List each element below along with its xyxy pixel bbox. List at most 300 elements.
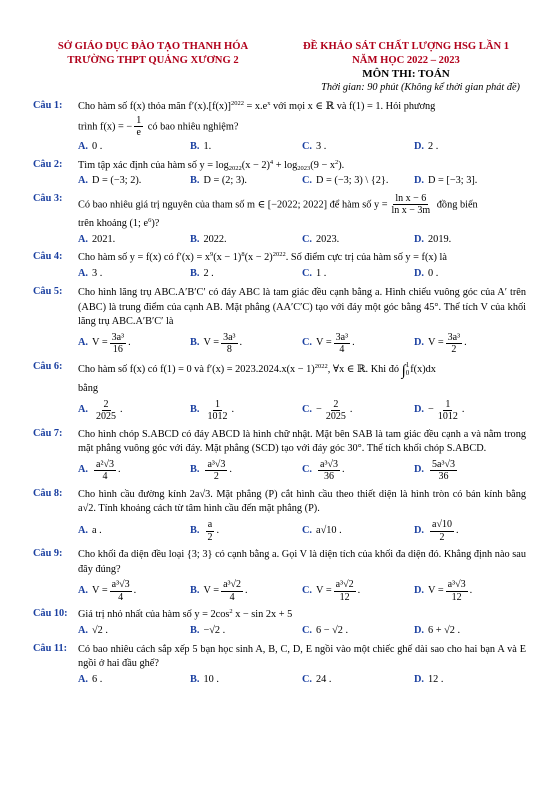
numerator: a bbox=[207, 519, 213, 531]
fraction bbox=[205, 459, 227, 483]
option-suffix: . bbox=[464, 337, 467, 349]
text-part: x − sin 2x + 5 bbox=[232, 609, 293, 621]
option-a[interactable] bbox=[78, 519, 190, 543]
option-prefix: a . bbox=[92, 524, 102, 536]
option-c[interactable] bbox=[302, 141, 414, 154]
numerator: 3a³ bbox=[111, 331, 125, 343]
subscript: 2023 bbox=[297, 164, 311, 172]
option-value: D = (−3; 3) \ {2}. bbox=[316, 175, 389, 187]
option-value: 2021. bbox=[92, 233, 116, 245]
option-letter: C. bbox=[302, 337, 313, 349]
option-b[interactable] bbox=[190, 175, 302, 188]
integral-sign: ∫ bbox=[401, 362, 406, 379]
text-part: , ∀x ∈ ℝ. Khi đó bbox=[327, 363, 400, 375]
question-2 bbox=[33, 159, 526, 188]
question-body bbox=[78, 643, 526, 687]
question-7 bbox=[33, 428, 526, 483]
option-c[interactable] bbox=[302, 399, 414, 423]
option-c[interactable] bbox=[302, 268, 414, 281]
text-part: (x − 2) bbox=[241, 159, 270, 171]
question-body bbox=[78, 428, 526, 483]
fraction bbox=[110, 579, 132, 603]
option-prefix: − bbox=[316, 404, 322, 416]
numerator: ln x − 6 bbox=[395, 192, 427, 204]
question-text bbox=[78, 608, 526, 623]
option-suffix: . bbox=[229, 464, 232, 476]
option-suffix: . bbox=[469, 584, 473, 596]
option-value: 6 − √2 . bbox=[316, 624, 349, 636]
option-letter: C. bbox=[302, 673, 313, 685]
option-a[interactable] bbox=[78, 268, 190, 281]
time-limit: Thời gian: 90 phút (Không kể thời gian phát đề) bbox=[321, 82, 520, 94]
question-label: Câu 5: bbox=[33, 285, 63, 297]
option-letter: C. bbox=[302, 624, 313, 636]
fraction bbox=[446, 332, 462, 356]
option-prefix: V = bbox=[203, 584, 220, 596]
option-a[interactable] bbox=[78, 234, 190, 247]
denominator: ln x − 3m bbox=[391, 205, 431, 217]
numerator: 2 bbox=[333, 398, 339, 410]
numerator: a³√3 bbox=[320, 458, 338, 470]
option-letter: C. bbox=[302, 584, 313, 596]
question-body bbox=[78, 608, 526, 637]
option-b[interactable] bbox=[190, 332, 302, 356]
denominator: 2 bbox=[207, 531, 213, 543]
option-letter: A. bbox=[78, 524, 89, 536]
option-prefix: a√10 . bbox=[316, 524, 342, 536]
option-a[interactable] bbox=[78, 674, 190, 687]
question-label: Câu 11: bbox=[33, 642, 68, 654]
fraction bbox=[110, 332, 126, 356]
option-value: 24 . bbox=[316, 673, 332, 685]
option-value: 12 . bbox=[428, 673, 444, 685]
option-d[interactable] bbox=[414, 175, 526, 188]
question-text: Có bao nhiêu cách sắp xếp 5 bạn học sinh A, B, C, D, E ngồi vào một chiếc ghế dài sao cho hai bạn A và E ngồi ở hai đầu ghế? bbox=[78, 643, 526, 670]
option-c[interactable] bbox=[302, 579, 414, 603]
exponent: 2 bbox=[334, 158, 339, 166]
option-a[interactable] bbox=[78, 175, 190, 188]
question-body bbox=[78, 286, 526, 356]
text-part: Cho hàm số f(x) có f(1) = 0 và f′(x) = 2023.2024.x(x − 1) bbox=[78, 363, 315, 375]
option-d[interactable] bbox=[414, 234, 526, 247]
option-value: 2022. bbox=[203, 233, 227, 245]
question-label: Câu 8: bbox=[33, 487, 63, 499]
integral-lower: 0 bbox=[405, 369, 410, 378]
answer-options bbox=[78, 399, 526, 423]
numerator: a²√3 bbox=[96, 458, 114, 470]
fraction bbox=[390, 193, 433, 217]
option-d[interactable] bbox=[414, 399, 526, 423]
option-b[interactable] bbox=[190, 674, 302, 687]
option-suffix: . bbox=[216, 524, 220, 536]
option-a[interactable] bbox=[78, 399, 190, 423]
option-value: −√2 . bbox=[203, 624, 226, 636]
question-6 bbox=[33, 361, 526, 423]
exponent: 6 bbox=[148, 216, 152, 224]
option-letter: A. bbox=[78, 268, 89, 280]
option-prefix: V = bbox=[92, 584, 108, 596]
answer-options bbox=[78, 579, 526, 603]
option-letter: C. bbox=[302, 524, 313, 536]
option-b[interactable] bbox=[190, 141, 302, 154]
question-text bbox=[78, 217, 526, 232]
option-letter: C. bbox=[302, 464, 313, 476]
text-part: (x − 1) bbox=[213, 252, 242, 264]
option-letter: D. bbox=[414, 404, 425, 416]
option-value: 6 + √2 . bbox=[428, 624, 461, 636]
option-letter: C. bbox=[302, 233, 313, 245]
text-part: )? bbox=[151, 217, 160, 229]
fraction bbox=[94, 459, 116, 483]
option-prefix: V = bbox=[92, 337, 108, 349]
option-letter: B. bbox=[190, 624, 200, 636]
option-suffix: . bbox=[133, 584, 137, 596]
question-body bbox=[78, 193, 526, 246]
exam-header bbox=[33, 40, 526, 81]
question-9 bbox=[33, 548, 526, 603]
answer-options bbox=[78, 332, 526, 356]
question-4 bbox=[33, 251, 526, 280]
numerator: a³√3 bbox=[207, 458, 226, 470]
option-b[interactable] bbox=[190, 459, 302, 483]
text-part: f(x)dx bbox=[410, 363, 436, 375]
question-text: Cho hình chóp S.ABCD có đáy ABCD là hình chữ nhật. Mặt bên SAB là tam giác đều cạnh a và nằm trong mặt phẳng vuông góc với đáy. Mặt phẳng (SCD) tạo với đáy góc 30°. Thể tích khối chóp S.ABCD. bbox=[78, 428, 526, 455]
option-letter: D. bbox=[414, 140, 425, 152]
option-value: 3 . bbox=[92, 268, 103, 280]
option-value: 2023. bbox=[316, 233, 340, 245]
text-part: Cho hàm số f(x) thỏa mãn f′(x).[f(x)] bbox=[78, 101, 231, 113]
option-letter: D. bbox=[414, 175, 425, 187]
question-text bbox=[78, 159, 526, 174]
option-suffix: . bbox=[352, 337, 355, 349]
denominator: 4 bbox=[339, 344, 345, 356]
option-letter: B. bbox=[190, 268, 200, 280]
option-letter: B. bbox=[190, 175, 200, 187]
option-letter: A. bbox=[78, 464, 89, 476]
question-body bbox=[78, 251, 526, 280]
option-letter: C. bbox=[302, 404, 313, 416]
answer-options bbox=[78, 234, 526, 247]
exponent: 2022 bbox=[230, 100, 244, 108]
option-a[interactable] bbox=[78, 459, 190, 483]
text-part: (x − 2) bbox=[244, 252, 273, 264]
question-label: Câu 10: bbox=[33, 608, 68, 620]
option-a[interactable] bbox=[78, 579, 190, 603]
fraction bbox=[324, 399, 348, 423]
text-part: Cho hàm số y = f(x) có f′(x) = x bbox=[78, 252, 210, 264]
numerator: a³√2 bbox=[335, 579, 354, 591]
option-value: 3 . bbox=[316, 140, 327, 152]
option-prefix: V = bbox=[428, 337, 444, 349]
subscript: 2022 bbox=[228, 164, 242, 172]
option-d[interactable] bbox=[414, 625, 526, 638]
option-letter: A. bbox=[78, 624, 89, 636]
option-suffix: . bbox=[239, 337, 243, 349]
option-a[interactable] bbox=[78, 625, 190, 638]
option-prefix: V = bbox=[316, 337, 332, 349]
denominator: 2025 bbox=[325, 411, 346, 423]
numerator: a³√3 bbox=[447, 579, 466, 591]
fraction bbox=[318, 459, 340, 483]
option-suffix: . bbox=[349, 404, 353, 416]
option-value: 1 . bbox=[316, 268, 327, 280]
option-c[interactable] bbox=[302, 234, 414, 247]
answer-options bbox=[78, 625, 526, 638]
option-letter: B. bbox=[190, 140, 200, 152]
fraction bbox=[94, 399, 118, 423]
numerator: 3a³ bbox=[335, 331, 349, 343]
option-prefix: V = bbox=[316, 584, 332, 596]
numerator: a³√3 bbox=[111, 579, 130, 591]
numerator: 5a³√3 bbox=[432, 458, 455, 470]
fraction bbox=[205, 519, 214, 543]
text-part: đồng biến bbox=[434, 199, 478, 211]
exponent: 2022 bbox=[314, 362, 328, 370]
exponent: 8 bbox=[241, 251, 245, 259]
option-value: 2 . bbox=[428, 140, 439, 152]
option-c[interactable] bbox=[302, 332, 414, 356]
option-suffix: . bbox=[120, 404, 123, 416]
option-letter: D. bbox=[414, 464, 425, 476]
fraction bbox=[334, 332, 350, 356]
option-d[interactable] bbox=[414, 459, 526, 483]
option-value: 0 . bbox=[92, 140, 103, 152]
text-part: ). bbox=[338, 159, 345, 171]
text-part: với mọi x ∈ ℝ và f(1) = 1. Hỏi phương bbox=[270, 101, 436, 113]
option-value: D = (2; 3). bbox=[203, 175, 248, 187]
option-letter: B. bbox=[190, 524, 200, 536]
option-letter: B. bbox=[190, 404, 200, 416]
denominator: 36 bbox=[323, 471, 334, 483]
school-info bbox=[33, 40, 273, 81]
answer-options bbox=[78, 268, 526, 281]
integral-upper: 1 bbox=[405, 361, 410, 370]
denominator: 4 bbox=[102, 471, 108, 483]
exponent: 4 bbox=[269, 158, 274, 166]
option-letter: C. bbox=[302, 140, 313, 152]
denominator: 4 bbox=[118, 591, 124, 603]
denominator: 8 bbox=[226, 344, 232, 356]
question-text: Cho hình lăng trụ ABC.A′B′C′ có đáy ABC là tam giác đều cạnh bằng a. Hình chiếu vuông góc của A′ trên (ABC) là trung điểm của cạnh AB. Mặt phẳng (AA′C′C) tạo với đáy một góc bằng 45°. Thể tích V của khối lăng trụ ABC.A′B′C′ là bbox=[78, 286, 526, 328]
text-part: có bao nhiêu nghiệm? bbox=[145, 121, 239, 132]
option-letter: A. bbox=[78, 233, 89, 245]
text-part: + log bbox=[273, 159, 298, 171]
option-suffix: . bbox=[455, 524, 459, 536]
option-letter: D. bbox=[414, 233, 425, 245]
option-letter: A. bbox=[78, 673, 89, 685]
option-prefix: − bbox=[428, 404, 434, 416]
option-value: D = (−3; 2). bbox=[92, 175, 142, 187]
subject-title: MÔN THI: TOÁN bbox=[362, 68, 450, 81]
option-c[interactable] bbox=[302, 175, 414, 188]
numerator: 1 bbox=[445, 398, 451, 410]
denominator: 2 bbox=[439, 531, 445, 543]
option-c[interactable] bbox=[302, 625, 414, 638]
question-text bbox=[78, 193, 526, 217]
fraction bbox=[205, 399, 229, 423]
school-name: TRƯỜNG THPT QUẢNG XƯƠNG 2 bbox=[67, 54, 239, 66]
option-c[interactable] bbox=[302, 674, 414, 687]
fraction bbox=[436, 399, 460, 423]
question-body bbox=[78, 159, 526, 188]
numerator: a√10 bbox=[432, 519, 452, 531]
question-text bbox=[78, 251, 526, 266]
option-b[interactable] bbox=[190, 579, 302, 603]
denominator: 16 bbox=[112, 344, 123, 356]
option-value: 0 . bbox=[428, 268, 439, 280]
option-prefix: V = bbox=[203, 337, 220, 349]
question-label: Câu 2: bbox=[33, 158, 63, 170]
option-b[interactable] bbox=[190, 234, 302, 247]
question-label: Câu 3: bbox=[33, 192, 63, 204]
denominator: 12 bbox=[451, 591, 462, 603]
option-value: √2 . bbox=[92, 624, 108, 636]
denominator: 36 bbox=[438, 471, 449, 483]
text-part: Tìm tập xác định của hàm số y = log bbox=[78, 159, 229, 171]
exam-info bbox=[286, 40, 526, 81]
option-value: 2019. bbox=[428, 233, 452, 245]
option-prefix: V = bbox=[428, 584, 444, 596]
option-letter: D. bbox=[414, 337, 425, 349]
exponent: 2022 bbox=[272, 251, 286, 259]
fraction bbox=[221, 579, 243, 603]
text-part: Có bao nhiêu giá trị nguyên của tham số m ∈ [−2022; 2022] để hàm số y = bbox=[78, 199, 388, 211]
denominator: 1012 bbox=[207, 411, 228, 423]
option-letter: D. bbox=[414, 584, 425, 596]
option-letter: B. bbox=[190, 584, 200, 596]
answer-options bbox=[78, 459, 526, 483]
numerator: 1 bbox=[214, 398, 220, 410]
option-value: 2 . bbox=[203, 268, 214, 280]
question-label: Câu 9: bbox=[33, 548, 63, 560]
question-label: Câu 1: bbox=[33, 100, 63, 112]
question-label: Câu 7: bbox=[33, 427, 63, 439]
question-body bbox=[78, 488, 526, 543]
option-letter: A. bbox=[78, 404, 89, 416]
denominator: 12 bbox=[339, 591, 350, 603]
option-value: 6 . bbox=[92, 673, 103, 685]
option-letter: A. bbox=[78, 584, 89, 596]
option-letter: A. bbox=[78, 175, 89, 187]
option-value: D = [−3; 3]. bbox=[428, 175, 478, 187]
denominator: 2 bbox=[451, 344, 457, 356]
question-text: bằng bbox=[78, 383, 99, 395]
answer-options bbox=[78, 519, 526, 543]
fraction bbox=[430, 519, 454, 543]
option-b[interactable] bbox=[190, 625, 302, 638]
fraction bbox=[430, 459, 457, 483]
question-text: Cho khối đa diện đều loại {3; 3} có cạnh bằng a. Gọi V là diện tích của khối đa diện đó. Khẳng định nào sau đây đúng? bbox=[78, 549, 526, 575]
denominator: 1012 bbox=[437, 411, 458, 423]
option-b[interactable] bbox=[190, 399, 302, 423]
question-body bbox=[78, 100, 526, 153]
text-part: = x.e bbox=[243, 101, 268, 113]
question-text bbox=[78, 100, 526, 115]
answer-options bbox=[78, 175, 526, 188]
option-letter: D. bbox=[414, 624, 425, 636]
denominator: 2025 bbox=[96, 411, 117, 423]
answer-options bbox=[78, 141, 526, 154]
question-body bbox=[78, 361, 526, 423]
exponent: x bbox=[267, 100, 271, 108]
option-letter: B. bbox=[190, 673, 200, 685]
denominator: 4 bbox=[229, 591, 235, 603]
option-letter: C. bbox=[302, 268, 313, 280]
option-value: 10 . bbox=[203, 673, 219, 685]
denominator: e bbox=[136, 127, 141, 139]
numerator: 1 bbox=[136, 114, 142, 126]
option-suffix: . bbox=[357, 584, 361, 596]
integral-bounds bbox=[406, 361, 410, 377]
option-letter: B. bbox=[190, 233, 200, 245]
numerator: a³√2 bbox=[223, 579, 242, 591]
option-letter: D. bbox=[414, 673, 425, 685]
answer-options bbox=[78, 674, 526, 687]
school-year: NĂM HỌC 2022 – 2023 bbox=[352, 54, 460, 66]
option-letter: A. bbox=[78, 140, 89, 152]
text-part: trên khoảng (1; e bbox=[78, 217, 149, 229]
question-11 bbox=[33, 643, 526, 687]
option-b[interactable] bbox=[190, 519, 302, 543]
exponent: 2 bbox=[229, 608, 233, 616]
option-a[interactable] bbox=[78, 332, 190, 356]
option-d[interactable] bbox=[414, 141, 526, 154]
option-c[interactable] bbox=[302, 519, 414, 543]
option-d[interactable] bbox=[414, 268, 526, 281]
fraction bbox=[134, 115, 143, 139]
option-suffix: . bbox=[231, 404, 235, 416]
option-b[interactable] bbox=[190, 268, 302, 281]
question-label: Câu 6: bbox=[33, 360, 63, 372]
option-suffix: . bbox=[341, 464, 345, 476]
exponent: 9 bbox=[209, 251, 214, 259]
option-letter: D. bbox=[414, 524, 425, 536]
question-text bbox=[78, 361, 526, 382]
question-10 bbox=[33, 608, 526, 637]
numerator: 2 bbox=[103, 398, 109, 410]
exam-title: ĐỀ KHẢO SÁT CHẤT LƯỢNG HSG LẦN 1 bbox=[302, 41, 510, 52]
option-suffix: . bbox=[117, 464, 121, 476]
question-8 bbox=[33, 488, 526, 543]
text-part: trình f(x) = − bbox=[78, 121, 133, 132]
text-part: Giá trị nhỏ nhất của hàm số y = 2cos bbox=[78, 609, 230, 621]
option-c[interactable] bbox=[302, 459, 414, 483]
denominator: 2 bbox=[213, 471, 219, 483]
fraction bbox=[446, 579, 468, 603]
option-letter: D. bbox=[414, 268, 425, 280]
option-letter: A. bbox=[78, 337, 89, 349]
option-suffix: . bbox=[245, 584, 248, 596]
question-1 bbox=[33, 100, 526, 153]
fraction bbox=[334, 579, 356, 603]
numerator: 3a³ bbox=[223, 331, 236, 343]
question-body bbox=[78, 548, 526, 603]
numerator: 3a³ bbox=[447, 331, 461, 343]
question-5 bbox=[33, 286, 526, 356]
option-letter: C. bbox=[302, 175, 313, 187]
option-d[interactable] bbox=[414, 674, 526, 687]
text-part: . Số điểm cực trị của hàm số y = f(x) là bbox=[285, 252, 447, 264]
option-d[interactable] bbox=[414, 579, 526, 603]
option-letter: B. bbox=[190, 337, 200, 349]
option-a[interactable] bbox=[78, 141, 190, 154]
option-d[interactable] bbox=[414, 519, 526, 543]
option-d[interactable] bbox=[414, 332, 526, 356]
question-text: Cho hình cầu đường kính 2a√3. Mặt phẳng (P) cắt hình cầu theo thiết diện là hình tròn có bán kính bằng a√2. Tính khoảng cách từ tâm hình cầu đến mặt phẳng (P). bbox=[78, 488, 526, 515]
fraction bbox=[221, 332, 237, 356]
option-suffix: . bbox=[128, 337, 131, 349]
department-name: SỞ GIÁO DỤC ĐÀO TẠO THANH HÓA bbox=[57, 41, 249, 52]
